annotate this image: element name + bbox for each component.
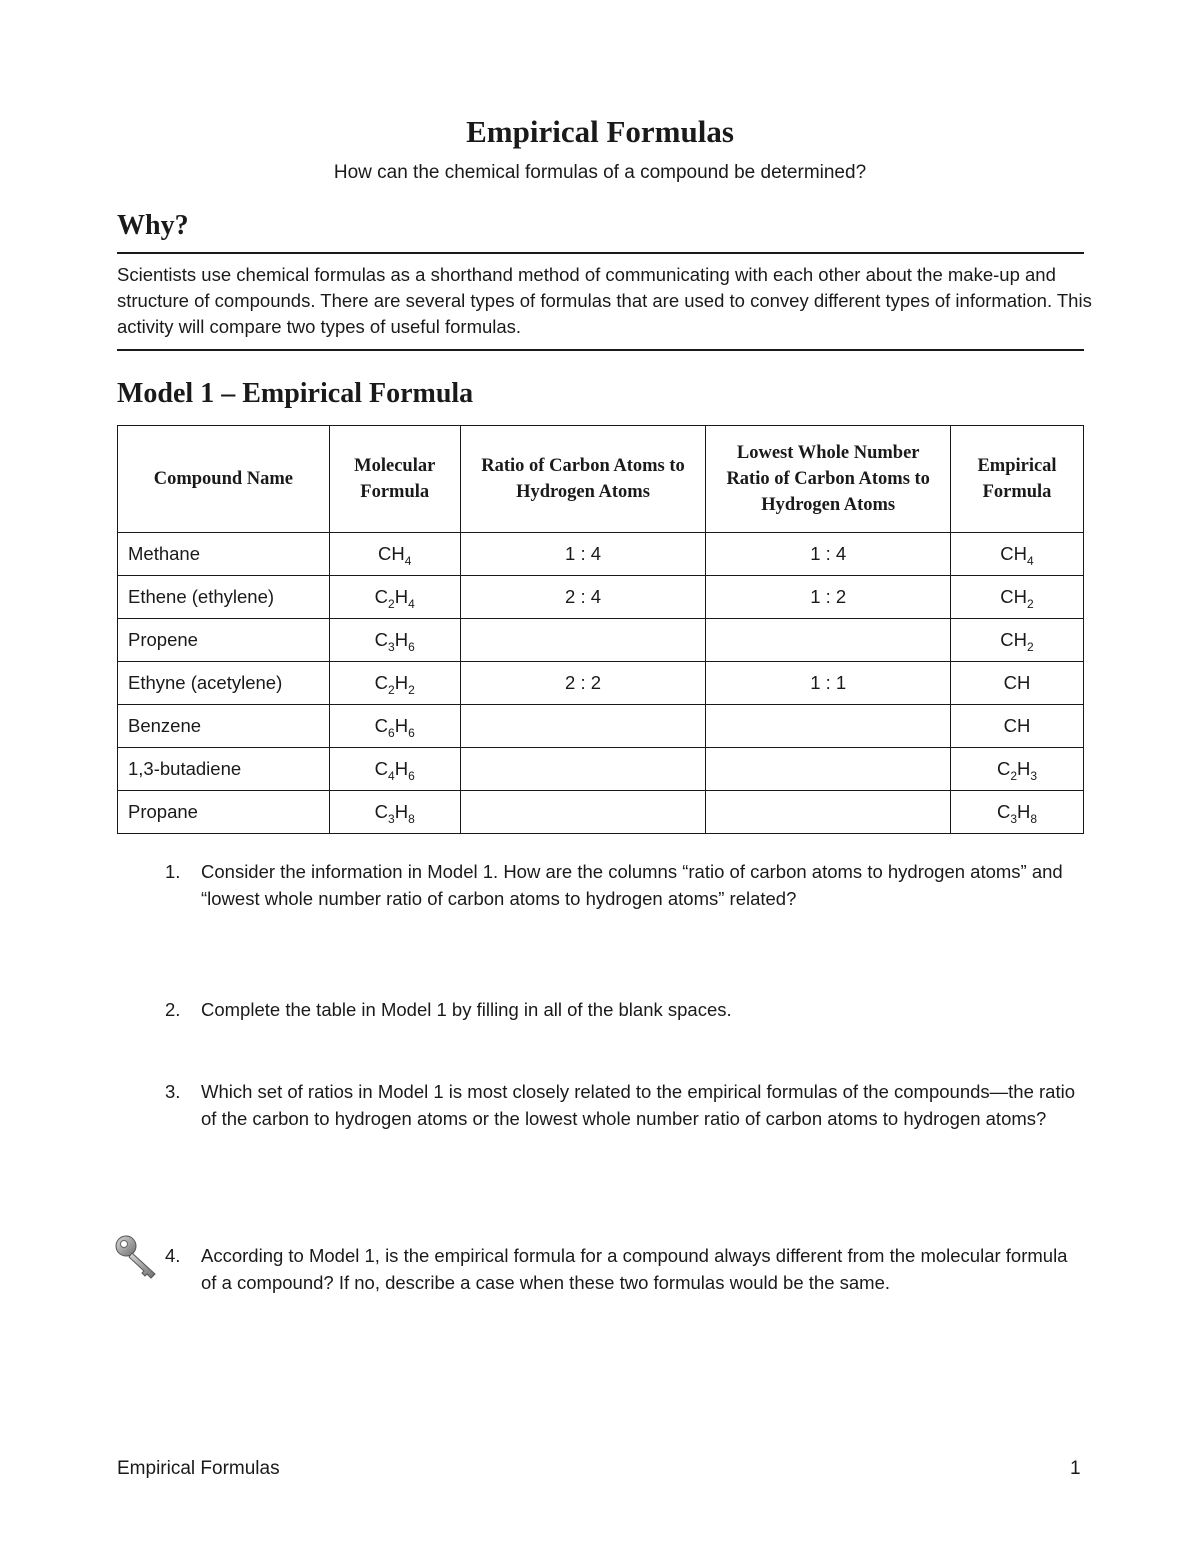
column-header-ratio: Ratio of Carbon Atoms to Hydrogen Atoms — [460, 426, 706, 533]
compound-name-cell: Propene — [118, 619, 330, 662]
ratio-cell: 2 : 4 — [460, 576, 706, 619]
question-text: According to Model 1, is the empirical formula for a compound always different from the molecular formula of a compound? If no, describe a case when these two formulas would be the same. — [201, 1245, 1068, 1293]
subscript: 3 — [388, 640, 395, 654]
table-row — [118, 619, 1084, 662]
page-subtitle: How can the chemical formulas of a compound be determined? — [333, 162, 867, 183]
ratio-cell: 1 : 4 — [460, 533, 706, 576]
element-symbol: H — [1013, 629, 1028, 650]
element-symbol: C — [1003, 715, 1018, 736]
element-symbol: C — [1000, 586, 1014, 607]
element-symbol: H — [1013, 586, 1028, 607]
subscript: 3 — [1030, 769, 1038, 783]
page-title: Empirical Formulas — [466, 114, 734, 149]
element-symbol: H — [394, 629, 409, 650]
empirical-formula-cell — [951, 705, 1084, 748]
element-symbol: C — [374, 586, 389, 607]
element-symbol: H — [1017, 672, 1031, 693]
table-row — [118, 748, 1084, 791]
subscript: 3 — [388, 812, 395, 826]
lowest-ratio-cell: 1 : 2 — [706, 576, 951, 619]
table-row — [118, 533, 1084, 576]
question-number: 4. — [165, 1245, 181, 1266]
ratio-cell — [460, 705, 706, 748]
ratio-cell: 2 : 2 — [460, 662, 706, 705]
compound-name-cell: Ethyne (acetylene) — [118, 662, 330, 705]
subscript: 2 — [408, 683, 415, 697]
subscript: 2 — [388, 683, 395, 697]
lowest-ratio-cell — [706, 748, 951, 791]
lowest-ratio-cell — [706, 619, 951, 662]
subscript: 2 — [1027, 640, 1034, 654]
subscript: 2 — [1027, 597, 1034, 611]
ratio-cell — [460, 619, 706, 662]
question-text: Complete the table in Model 1 by filling in all of the blank spaces. — [201, 999, 732, 1020]
subscript: 2 — [1010, 769, 1018, 783]
ratio-cell — [460, 748, 706, 791]
subscript: 4 — [388, 769, 395, 783]
compound-name-cell: Ethene (ethylene) — [118, 576, 330, 619]
subscript: 8 — [408, 812, 415, 826]
subscript: 3 — [1010, 812, 1018, 826]
molecular-formula-cell — [329, 705, 460, 748]
column-header-empirical: Empirical Formula — [951, 426, 1084, 533]
question-number: 1. — [165, 861, 181, 882]
model-heading: Model 1 – Empirical Formula — [117, 378, 474, 409]
empirical-formula-cell — [951, 576, 1084, 619]
element-symbol: H — [1013, 543, 1028, 564]
footer-title: Empirical Formulas — [117, 1458, 280, 1479]
element-symbol: C — [374, 629, 389, 650]
table-header-row — [118, 426, 1084, 533]
element-symbol: H — [394, 672, 409, 693]
page-number: 1 — [1070, 1458, 1081, 1479]
key-icon — [113, 1234, 163, 1280]
question-text: Consider the information in Model 1. How are the columns “ratio of carbon atoms to hydrogen atoms” and “lowest whole number ratio of carbon atoms to hydrogen atoms” related? — [201, 861, 1063, 909]
element-symbol: C — [374, 715, 389, 736]
element-symbol: H — [1017, 715, 1031, 736]
table-row — [118, 576, 1084, 619]
element-symbol: C — [374, 758, 389, 779]
table-row — [118, 662, 1084, 705]
column-header-compound: Compound Name — [118, 426, 330, 533]
element-symbol: C — [1003, 672, 1018, 693]
subscript: 8 — [1030, 812, 1038, 826]
table-row — [118, 705, 1084, 748]
element-symbol: H — [391, 543, 405, 564]
top-divider — [117, 252, 1084, 254]
lowest-ratio-cell: 1 : 4 — [706, 533, 951, 576]
empirical-formula-cell — [951, 748, 1084, 791]
subscript: 6 — [408, 726, 415, 740]
element-symbol: C — [996, 801, 1011, 822]
molecular-formula-cell — [329, 662, 460, 705]
element-symbol: C — [1000, 543, 1014, 564]
element-symbol: C — [374, 672, 389, 693]
element-symbol: H — [1017, 801, 1031, 822]
table-row — [118, 791, 1084, 834]
subscript: 4 — [404, 554, 412, 568]
subscript: 4 — [1027, 554, 1034, 568]
lowest-ratio-cell — [706, 705, 951, 748]
subscript: 4 — [408, 597, 415, 611]
column-header-lowest-ratio: Lowest Whole Number Ratio of Carbon Atoms to Hydrogen Atoms — [706, 426, 951, 533]
empirical-formula-cell — [951, 619, 1084, 662]
molecular-formula-cell — [329, 619, 460, 662]
subscript: 2 — [388, 597, 395, 611]
lowest-ratio-cell: 1 : 1 — [706, 662, 951, 705]
why-heading: Why? — [117, 210, 189, 241]
table-body — [118, 533, 1084, 834]
element-symbol: H — [394, 586, 409, 607]
element-symbol: H — [394, 758, 409, 779]
element-symbol: H — [1017, 758, 1031, 779]
compound-name-cell: 1,3-butadiene — [118, 748, 330, 791]
molecular-formula-cell — [329, 576, 460, 619]
element-symbol: H — [394, 801, 409, 822]
element-symbol: C — [996, 758, 1011, 779]
molecular-formula-cell — [329, 533, 460, 576]
compound-name-cell: Methane — [118, 533, 330, 576]
column-header-molecular: Molecular Formula — [329, 426, 460, 533]
molecular-formula-cell — [329, 748, 460, 791]
element-symbol: C — [1000, 629, 1014, 650]
element-symbol: C — [374, 801, 389, 822]
question-text: Which set of ratios in Model 1 is most closely related to the empirical formulas of the compounds—the ratio of the carbon to hydrogen atoms or the lowest whole number ratio of carbon atoms to hydrogen atoms? — [201, 1081, 1075, 1129]
subscript: 6 — [388, 726, 395, 740]
model-table — [117, 425, 1084, 834]
empirical-formula-cell — [951, 533, 1084, 576]
compound-name-cell: Benzene — [118, 705, 330, 748]
element-symbol: H — [394, 715, 409, 736]
element-symbol: C — [378, 543, 392, 564]
empirical-formula-cell — [951, 662, 1084, 705]
empirical-formula-cell — [951, 791, 1084, 834]
subscript: 6 — [408, 769, 415, 783]
ratio-cell — [460, 791, 706, 834]
subscript: 6 — [408, 640, 415, 654]
question-number: 2. — [165, 999, 181, 1020]
compound-name-cell: Propane — [118, 791, 330, 834]
why-paragraph: Scientists use chemical formulas as a shorthand method of communicating with each other about the make-up and structure of compounds. There are several types of formulas that are used to convey different types of information. This activity will compare two types of useful formulas. — [117, 264, 1092, 337]
question-number: 3. — [165, 1081, 181, 1102]
bottom-divider — [117, 349, 1084, 351]
lowest-ratio-cell — [706, 791, 951, 834]
molecular-formula-cell — [329, 791, 460, 834]
